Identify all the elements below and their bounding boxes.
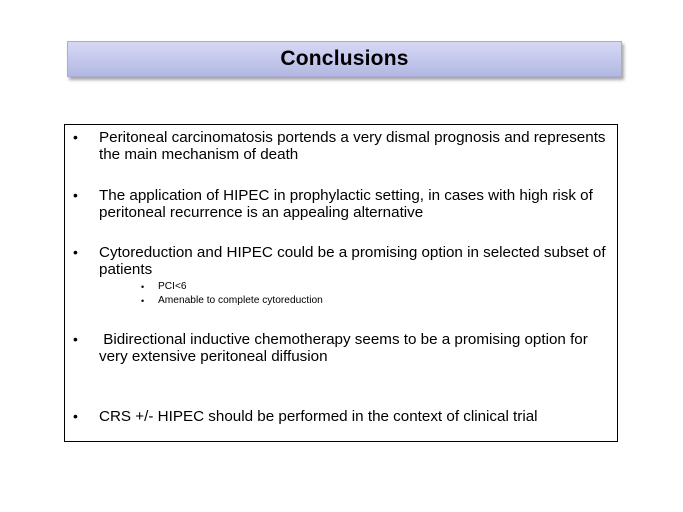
bullet-marker: •	[73, 129, 78, 145]
bullet-marker: •	[73, 408, 78, 424]
sub-bullet-text: PCI<6	[158, 281, 187, 292]
conclusions-box	[64, 124, 618, 442]
bullet-marker: •	[73, 187, 78, 203]
sub-bullet-marker: •	[141, 282, 145, 292]
title-banner	[67, 41, 622, 77]
bullet-text: Peritoneal carcinomatosis portends a very dismal prognosis and represents the main mechanism of death	[99, 129, 606, 163]
bullet-text: Cytoreduction and HIPEC could be a promising option in selected subset of patients	[99, 244, 606, 278]
bullet-text: CRS +/- HIPEC should be performed in the context of clinical trial	[99, 408, 538, 425]
bullet-text: The application of HIPEC in prophylactic setting, in cases with high risk of peritoneal recurrence is an appealing alternative	[99, 187, 593, 221]
sub-bullet-marker: •	[141, 296, 145, 306]
slide-title: Conclusions	[280, 47, 409, 70]
bullet-marker: •	[73, 244, 78, 260]
sub-bullet-text: Amenable to complete cytoreduction	[158, 295, 323, 306]
bullet-text: Bidirectional inductive chemotherapy seems to be a promising option for very extensive peritoneal diffusion	[99, 331, 593, 365]
bullet-marker: •	[73, 331, 78, 347]
